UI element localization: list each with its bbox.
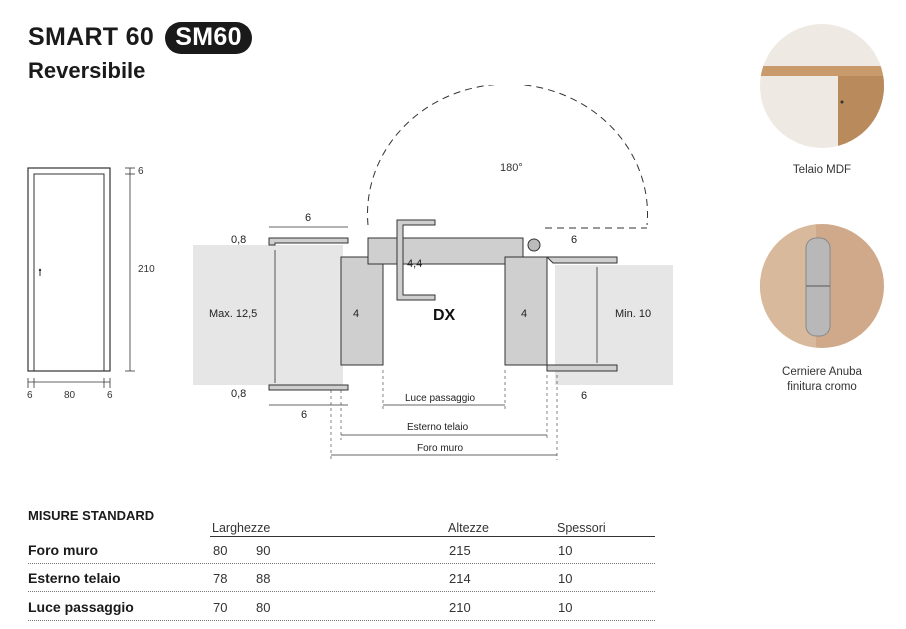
hinge-photo <box>760 224 884 348</box>
clear-dim-label: Luce passaggio <box>405 393 476 404</box>
right-jamb-label: 4 <box>521 308 528 320</box>
row-divider <box>28 591 655 592</box>
door-leaf-section <box>368 238 523 264</box>
right-top-architrave <box>547 257 617 263</box>
top-lip-label: 0,8 <box>231 234 247 246</box>
door-section-drawing <box>185 85 685 465</box>
row-divider <box>28 563 655 564</box>
col-thickness: Spessori <box>557 521 606 535</box>
hinge-caption-line2: finitura cromo <box>787 381 857 393</box>
leaf-thickness-label: 4,4 <box>407 258 423 270</box>
table-cell: 210 <box>449 600 471 615</box>
frame-photo <box>760 24 884 148</box>
elev-right-label: 6 <box>107 390 113 401</box>
col-heights: Altezze <box>448 521 489 535</box>
right-top-cover-label: 6 <box>571 234 578 246</box>
table-cell: 80 <box>256 600 271 615</box>
left-top-architrave <box>269 238 348 245</box>
table-cell: 90 <box>256 543 271 558</box>
table-row-label: Foro muro <box>28 542 98 558</box>
left-jamb-label: 4 <box>353 308 360 320</box>
table-cell: 78 <box>213 571 228 586</box>
top-cover-label: 6 <box>305 212 312 224</box>
door-elevation-drawing <box>20 160 170 405</box>
elev-top-label: 6 <box>138 166 144 177</box>
door-leaf-outline <box>34 174 104 371</box>
elev-left-label: 6 <box>27 390 33 401</box>
hinge-photo-caption <box>742 365 902 395</box>
table-row-label: Luce passaggio <box>28 599 134 615</box>
col-widths: Larghezze <box>212 521 271 535</box>
door-knob-icon <box>39 269 41 271</box>
hinge-caption-line1: Cerniere Anuba <box>782 366 862 378</box>
table-cell: 70 <box>213 600 228 615</box>
frame-photo-caption: Telaio MDF <box>792 164 852 176</box>
product-name: SMART 60 <box>28 23 155 51</box>
max-wall-label: Max. 12,5 <box>209 308 258 320</box>
table-cell: 10 <box>558 600 573 615</box>
bottom-lip-label: 0,8 <box>231 388 247 400</box>
right-bottom-cover-label: 6 <box>581 390 588 402</box>
elev-height-label: 210 <box>138 264 155 275</box>
elev-width-label: 80 <box>64 390 76 401</box>
table-cell: 88 <box>256 571 271 586</box>
min-wall-label: Min. 10 <box>615 308 652 320</box>
hinge-icon <box>528 239 540 251</box>
page-subtitle: Reversibile <box>28 58 146 83</box>
table-cell: 214 <box>449 571 471 586</box>
swing-angle-label: 180° <box>500 162 523 174</box>
page-title <box>28 22 252 54</box>
table-row-label: Esterno telaio <box>28 570 121 586</box>
row-divider <box>28 620 655 621</box>
left-jamb <box>341 257 383 365</box>
right-bottom-architrave <box>547 365 617 371</box>
header-rule <box>210 536 655 537</box>
table-cell: 80 <box>213 543 228 558</box>
outer-dim-label: Esterno telaio <box>407 422 469 433</box>
table-cell: 10 <box>558 543 573 558</box>
model-badge: SM60 <box>165 22 252 54</box>
table-cell: 10 <box>558 571 573 586</box>
left-bottom-architrave <box>269 385 348 390</box>
table-heading: MISURE STANDARD <box>28 508 155 523</box>
hole-dim-label: Foro muro <box>417 443 464 454</box>
bottom-cover-label: 6 <box>301 409 308 421</box>
hand-label: DX <box>433 307 456 324</box>
swing-arc <box>368 85 648 225</box>
table-cell: 215 <box>449 543 471 558</box>
